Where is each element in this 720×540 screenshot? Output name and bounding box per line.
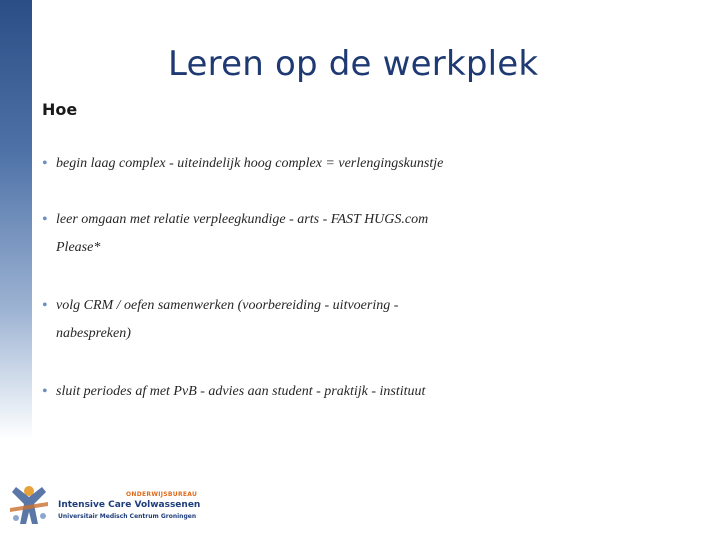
bullet-dot-icon: • bbox=[42, 297, 48, 314]
bullet-text: leer omgaan met relatie verpleegkundige - arts - FAST HUGS.com Please* bbox=[56, 212, 429, 255]
umcg-logo bbox=[6, 484, 206, 528]
bullet-dot-icon: • bbox=[42, 383, 48, 400]
slide-title: Leren op de werkplek bbox=[168, 44, 539, 84]
bullet-item bbox=[42, 150, 443, 178]
logo-figure-icon bbox=[6, 484, 52, 528]
logo-text-unit: Intensive Care Volwassenen bbox=[58, 500, 201, 510]
bullet-text: sluit periodes af met PvB - advies aan student - praktijk - instituut bbox=[56, 384, 426, 399]
bullet-dot-icon: • bbox=[42, 211, 48, 228]
bullet-item bbox=[42, 292, 456, 348]
bullet-text: volg CRM / oefen samenwerken (voorbereiding - uitvoering - nabespreken) bbox=[56, 298, 399, 341]
slide-subtitle: Hoe bbox=[42, 100, 78, 119]
bullet-text: begin laag complex - uiteindelijk hoog complex = verlengingskunstje bbox=[56, 156, 444, 171]
side-accent-band bbox=[0, 0, 32, 440]
bullet-item bbox=[42, 378, 425, 406]
logo-text-hospital: Universitair Medisch Centrum Groningen bbox=[58, 513, 197, 520]
bullet-item bbox=[42, 206, 476, 262]
bullet-dot-icon: • bbox=[42, 155, 48, 172]
logo-text-department: ONDERWIJSBUREAU bbox=[126, 491, 198, 498]
